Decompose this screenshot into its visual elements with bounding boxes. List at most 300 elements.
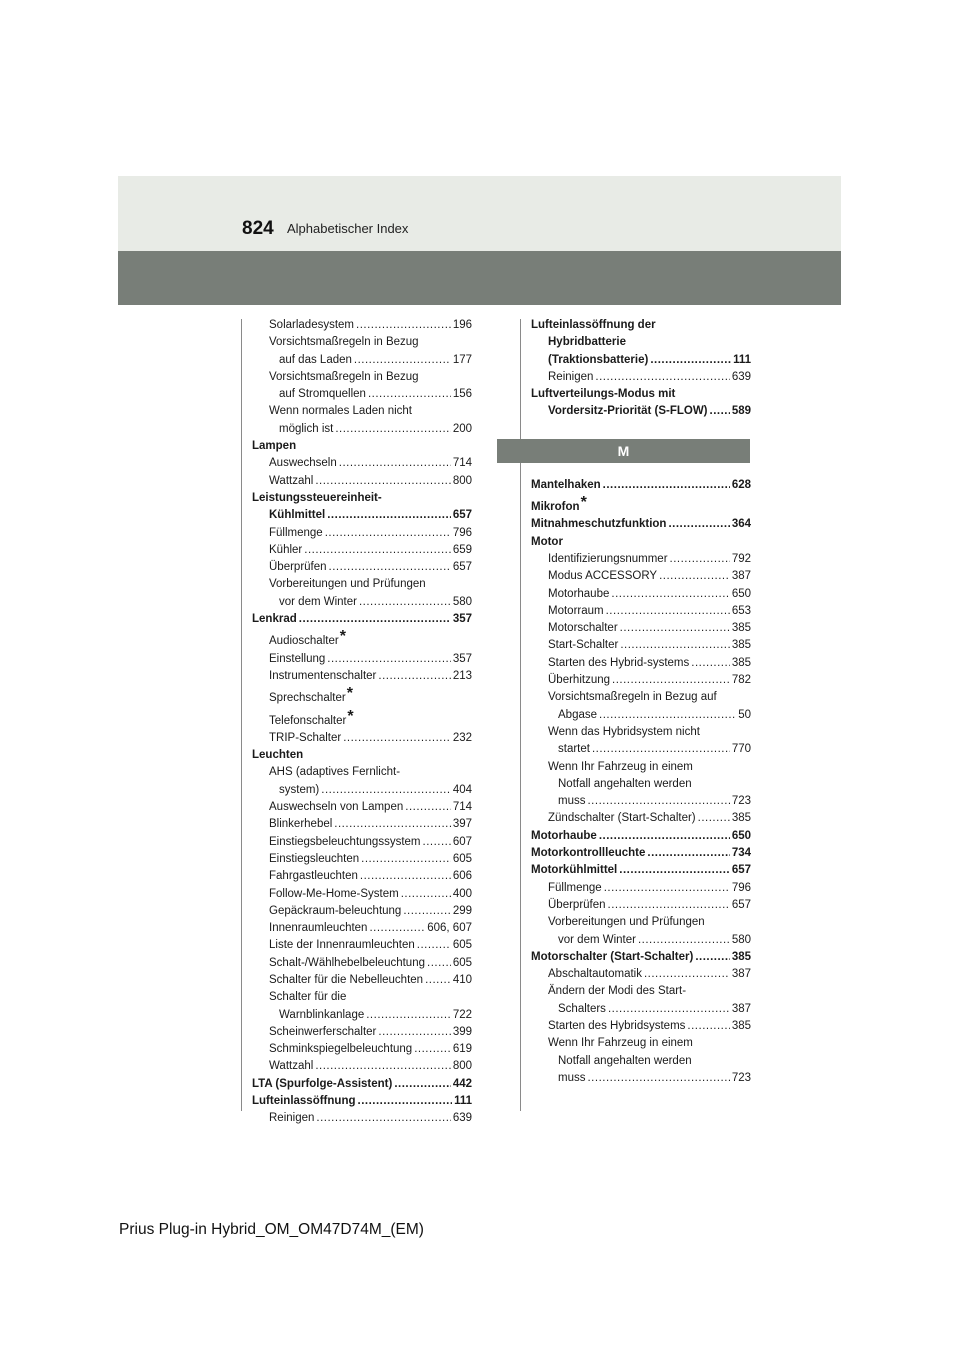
index-entry-term: Warnblinkanlage [279, 1008, 365, 1021]
index-entry [531, 776, 751, 793]
index-entry [252, 490, 472, 507]
index-entry [531, 1053, 751, 1070]
dot-leader [315, 473, 451, 490]
index-entry-term: Schalter für die Nebelleuchten [269, 973, 424, 986]
index-entry-page: 50 [738, 708, 751, 721]
index-entry-term: Überhitzung [548, 674, 611, 687]
index-entry-term: Mitnahmeschutzfunktion [531, 518, 667, 531]
index-entry [252, 1058, 472, 1075]
index-entry [252, 668, 472, 685]
dot-leader [361, 851, 451, 868]
index-entry-term: Ändern der Modi des Start- [548, 985, 687, 998]
index-entry-page: 722 [452, 1008, 472, 1021]
dot-leader [606, 603, 730, 620]
index-entry [252, 730, 472, 747]
column-rule-left [241, 319, 242, 1111]
index-entry-term: TRIP-Schalter [269, 731, 342, 744]
dot-leader [599, 707, 736, 724]
index-entry-page: 605 [452, 852, 472, 865]
index-column-right [531, 317, 751, 1087]
index-entry-page: 605 [452, 939, 472, 952]
index-entry-page: 385 [731, 622, 751, 635]
dot-leader [603, 477, 730, 494]
index-entry-term: Blinkerhebel [269, 818, 333, 831]
index-entry-page: 156 [452, 388, 472, 401]
index-entry-term: Wenn Ihr Fahrzeug in einem [548, 1037, 693, 1050]
index-entry-page: 404 [452, 783, 472, 796]
index-entry-term: Vorsichtsmaßregeln in Bezug [269, 370, 419, 383]
index-entry-page: 714 [452, 801, 472, 814]
dot-leader [378, 668, 450, 685]
dot-leader [360, 868, 451, 885]
index-entry [531, 403, 751, 420]
asterisk-mark: * [580, 494, 587, 512]
index-entry [531, 897, 751, 914]
index-entry-term: Vordersitz-Priorität (S-FLOW) [548, 405, 708, 418]
index-entry-page: 628 [731, 478, 751, 491]
index-entry-term: Lufteinlassöffnung [252, 1095, 356, 1108]
index-entry [531, 880, 751, 897]
index-entry [252, 525, 472, 542]
index-entry-term: Schalters [558, 1002, 606, 1015]
index-entry-term: Auswechseln von Lampen [269, 801, 404, 814]
index-entry-page: 399 [452, 1025, 472, 1038]
index-entry-term: Kühler [269, 543, 303, 556]
index-entry-term: muss [558, 795, 586, 808]
index-entry [252, 576, 472, 593]
index-entry-page: 410 [452, 973, 472, 986]
section-title: Alphabetischer Index [287, 221, 409, 236]
dot-leader [638, 932, 730, 949]
index-entry-term: LTA (Spurfolge-Assistent) [252, 1077, 393, 1090]
index-entry [252, 611, 472, 628]
index-entry-term: Schalt-/Wählhebelbeleuchtung [269, 956, 425, 969]
index-entry-term: Abschaltautomatik [548, 968, 642, 981]
index-entry-term: Motor [531, 535, 563, 548]
index-entry [531, 741, 751, 758]
index-entry [531, 655, 751, 672]
dot-leader [354, 352, 451, 369]
index-entry-term: möglich ist [279, 422, 334, 435]
index-entry-term: Überprüfen [548, 898, 606, 911]
index-entry-page: 213 [452, 669, 472, 682]
dot-leader [619, 862, 730, 879]
dot-leader [670, 551, 730, 568]
index-entry-term: vor dem Winter [558, 933, 636, 946]
index-entry [531, 914, 751, 931]
dot-leader [587, 793, 729, 810]
index-entry [252, 559, 472, 576]
dot-leader [592, 741, 730, 758]
dot-leader [369, 920, 425, 937]
index-entry-term: Schalter für die [269, 991, 347, 1004]
dot-leader [650, 352, 731, 369]
index-entry-page: 723 [731, 1071, 751, 1084]
index-entry [531, 689, 751, 706]
dot-leader [608, 1001, 730, 1018]
index-entry-term: Einstellung [269, 652, 326, 665]
index-entry [252, 334, 472, 351]
index-entry [531, 1035, 751, 1052]
asterisk-mark: * [347, 707, 354, 725]
index-entry [252, 438, 472, 455]
index-entry-page: 385 [731, 639, 751, 652]
index-entry [531, 1001, 751, 1018]
index-entry-term: (Traktionsbatterie) [548, 353, 649, 366]
index-entry-term: vor dem Winter [279, 595, 357, 608]
index-entry [252, 403, 472, 420]
index-entry-term: Füllmenge [269, 526, 323, 539]
index-entry-page: 650 [731, 829, 751, 842]
index-entry-term: startet [558, 743, 590, 756]
index-entry-term: Notfall angehalten werden [558, 1054, 692, 1067]
index-entry [252, 1076, 472, 1093]
index-entry-term: Vorbereitungen und Prüfungen [269, 578, 426, 591]
index-entry-term: Start-Schalter [548, 639, 619, 652]
index-entry-term: Überprüfen [269, 561, 327, 574]
dot-leader [695, 949, 730, 966]
dot-leader [604, 880, 730, 897]
index-entry [252, 507, 472, 524]
index-entry-term: auf das Laden [279, 353, 352, 366]
index-entry [531, 477, 751, 494]
index-group-m [531, 477, 751, 1087]
index-entry [252, 1007, 472, 1024]
index-entry-term: Vorsichtsmaßregeln in Bezug [269, 336, 419, 349]
index-entry [252, 886, 472, 903]
dot-leader [329, 559, 451, 576]
index-entry-page: 796 [731, 881, 751, 894]
dot-leader [698, 810, 730, 827]
index-entry-term: Motorhaube [531, 829, 597, 842]
dot-leader [359, 594, 451, 611]
header-band [118, 176, 841, 251]
index-entry [252, 685, 472, 707]
index-entry-term: Audioschalter [269, 635, 339, 648]
dot-leader [710, 403, 730, 420]
index-entry-page: 299 [452, 904, 472, 917]
dot-leader [644, 966, 730, 983]
index-entry [531, 966, 751, 983]
index-entry-page: 659 [452, 543, 472, 556]
index-entry-term: Abgase [558, 708, 598, 721]
index-entry-page: 387 [731, 570, 751, 583]
index-entry-page: 639 [731, 370, 751, 383]
dot-leader [611, 586, 729, 603]
index-entry-term: Vorsichtsmaßregeln in Bezug auf [548, 691, 717, 704]
index-entry-term: Reinigen [269, 1112, 315, 1125]
index-entry-term: Auswechseln [269, 457, 337, 470]
index-entry-page: 792 [731, 552, 751, 565]
index-entry-term: Notfall angehalten werden [558, 777, 692, 790]
dot-leader [423, 834, 451, 851]
index-entry-term: Starten des Hybridsystems [548, 1019, 686, 1032]
dot-leader [315, 1058, 451, 1075]
index-entry-term: Leuchten [252, 749, 304, 762]
index-entry-term: Zündschalter (Start-Schalter) [548, 812, 696, 825]
index-entry-term: Einstiegsleuchten [269, 852, 360, 865]
dot-leader [403, 903, 450, 920]
index-entry-page: 800 [452, 474, 472, 487]
index-entry-term: Reinigen [548, 370, 594, 383]
index-entry [531, 534, 751, 551]
index-entry-page: 111 [454, 1095, 472, 1108]
index-entry [531, 810, 751, 827]
index-entry-page: 111 [733, 353, 751, 366]
index-entry-term: Lampen [252, 440, 297, 453]
dot-leader [366, 1007, 451, 1024]
index-entry [531, 620, 751, 637]
dot-leader [304, 542, 451, 559]
index-entry-term: Gepäckraum-beleuchtung [269, 904, 402, 917]
index-entry-page: 357 [452, 652, 472, 665]
index-entry [531, 369, 751, 386]
dot-leader [378, 1024, 450, 1041]
index-entry [252, 352, 472, 369]
index-entry-term: Leistungssteuereinheit- [252, 491, 382, 504]
index-entry-term: Sprechschalter [269, 692, 346, 705]
index-entry-term: Motorschalter [548, 622, 618, 635]
index-entry [252, 972, 472, 989]
index-entry [531, 637, 751, 654]
index-entry-page: 657 [731, 864, 751, 877]
index-entry-term: Innenraumleuchten [269, 922, 368, 935]
index-entry-page: 605 [452, 956, 472, 969]
index-entry [252, 799, 472, 816]
dot-leader [394, 1076, 450, 1093]
index-entry [531, 551, 751, 568]
index-entry-page: 782 [731, 674, 751, 687]
index-entry-term: Liste der Innenraumleuchten [269, 939, 415, 952]
dot-leader [659, 568, 730, 585]
index-entry-term: Wattzahl [269, 1060, 314, 1073]
asterisk-mark: * [339, 628, 346, 646]
index-entry-term: Motorkühlmittel [531, 864, 618, 877]
dot-leader [368, 386, 451, 403]
index-entry-term: Identifizierungsnummer [548, 552, 668, 565]
dot-leader [620, 620, 730, 637]
dot-leader [356, 317, 451, 334]
index-entry-term: Wenn normales Laden nicht [269, 405, 412, 418]
index-entry-term: Solarladesystem [269, 319, 355, 331]
dot-leader [405, 799, 451, 816]
dot-leader [321, 782, 451, 799]
index-group-l-continued [531, 317, 751, 421]
index-entry [531, 759, 751, 776]
dot-leader [620, 637, 730, 654]
index-entry-term: Hybridbatterie [548, 336, 626, 349]
dot-leader [401, 886, 451, 903]
index-entry [531, 568, 751, 585]
dot-leader [599, 828, 730, 845]
dot-leader [335, 421, 450, 438]
index-entry-term: Mikrofon [531, 501, 580, 514]
index-entry-page: 442 [452, 1077, 472, 1090]
index-entry [252, 651, 472, 668]
index-entry [252, 594, 472, 611]
index-entry [252, 473, 472, 490]
index-entry-term: Starten des Hybrid-systems [548, 656, 690, 669]
index-entry-page: 606 [452, 870, 472, 883]
index-entry [252, 955, 472, 972]
index-entry [252, 903, 472, 920]
index-entry-page: 619 [452, 1043, 472, 1056]
index-entry-page: 657 [731, 898, 751, 911]
index-entry [531, 586, 751, 603]
index-entry [252, 1110, 472, 1127]
index-entry-page: 580 [452, 595, 472, 608]
index-entry-term: Instrumentenschalter [269, 669, 377, 682]
letter-heading: M [497, 439, 750, 463]
dot-leader [325, 525, 451, 542]
index-entry [252, 747, 472, 764]
index-entry [531, 845, 751, 862]
dot-leader [612, 672, 730, 689]
index-entry [252, 1093, 472, 1110]
dot-leader [339, 455, 451, 472]
index-entry [531, 317, 751, 334]
index-entry [531, 386, 751, 403]
index-entry [252, 764, 472, 781]
index-entry [252, 386, 472, 403]
index-entry [531, 932, 751, 949]
index-entry [252, 834, 472, 851]
index-entry [531, 516, 751, 533]
index-entry-term: Wenn Ihr Fahrzeug in einem [548, 760, 693, 773]
dot-leader [414, 1041, 451, 1058]
dot-leader [327, 651, 451, 668]
index-entry [252, 937, 472, 954]
index-entry-page: 606, 607 [427, 922, 472, 935]
dot-leader [299, 611, 451, 628]
index-entry [252, 1024, 472, 1041]
index-entry [252, 369, 472, 386]
index-entry-term: Vorbereitungen und Prüfungen [548, 916, 705, 929]
index-entry-page: 714 [452, 457, 472, 470]
index-entry [252, 920, 472, 937]
index-entry-term: Füllmenge [548, 881, 602, 894]
dot-leader [417, 937, 451, 954]
index-entry [531, 603, 751, 620]
index-entry [531, 707, 751, 724]
index-entry-page: 800 [452, 1060, 472, 1073]
dot-leader [358, 1093, 453, 1110]
index-entry [252, 708, 472, 730]
dot-leader [595, 369, 729, 386]
footer-doc-id: Prius Plug-in Hybrid_OM_OM47D74M_(EM) [119, 1221, 424, 1238]
header-bar [118, 251, 841, 305]
index-entry [531, 862, 751, 879]
index-entry-page: 400 [452, 887, 472, 900]
index-entry-term: auf Stromquellen [279, 388, 366, 401]
index-entry-term: Modus ACCESSORY [548, 570, 658, 583]
index-entry [252, 816, 472, 833]
index-entry-term: muss [558, 1071, 586, 1084]
index-entry-term: Motorschalter (Start-Schalter) [531, 950, 694, 963]
index-entry [252, 1041, 472, 1058]
index-entry-page: 357 [452, 613, 472, 626]
index-entry-page: 364 [731, 518, 751, 531]
index-entry-term: Luftverteilungs-Modus mit [531, 388, 676, 401]
index-entry-term: Motorhaube [548, 587, 610, 600]
index-entry-page: 589 [731, 405, 751, 418]
index-entry-term: Follow-Me-Home-System [269, 887, 399, 900]
index-entry [531, 334, 751, 351]
index-entry [531, 494, 751, 516]
index-entry-page: 653 [731, 604, 751, 617]
dot-leader [691, 655, 730, 672]
index-entry-page: 639 [452, 1112, 472, 1125]
index-entry [531, 352, 751, 369]
index-entry-page: 385 [731, 1019, 751, 1032]
dot-leader [427, 955, 451, 972]
dot-leader [316, 1110, 450, 1127]
index-entry-term: Mantelhaken [531, 478, 601, 491]
index-entry-term: Telefonschalter [269, 714, 347, 727]
dot-leader [425, 972, 451, 989]
index-entry-page: 387 [731, 1002, 751, 1015]
index-entry-page: 196 [452, 319, 472, 331]
index-entry [531, 1070, 751, 1087]
index-entry-page: 385 [731, 812, 751, 825]
index-entry [252, 455, 472, 472]
index-entry [252, 317, 472, 334]
index-entry [252, 868, 472, 885]
index-entry-term: Scheinwerferschalter [269, 1025, 377, 1038]
index-entry-term: system) [279, 783, 320, 796]
index-entry [531, 828, 751, 845]
dot-leader [687, 1018, 729, 1035]
index-column-left [252, 317, 472, 1128]
page-number: 824 [242, 218, 274, 239]
index-entry-page: 770 [731, 743, 751, 756]
index-entry [531, 724, 751, 741]
index-entry [531, 1018, 751, 1035]
index-entry-page: 657 [452, 509, 472, 522]
index-entry-term: Motorkontrollleuchte [531, 847, 646, 860]
dot-leader [608, 897, 730, 914]
index-entry [252, 421, 472, 438]
dot-leader [668, 516, 729, 533]
index-entry-page: 723 [731, 795, 751, 808]
dot-leader [334, 816, 451, 833]
asterisk-mark: * [346, 685, 353, 703]
index-entry-term: Lufteinlassöffnung der [531, 319, 656, 331]
index-entry-page: 177 [452, 353, 472, 366]
index-entry-page: 397 [452, 818, 472, 831]
index-entry-term: Fahrgastleuchten [269, 870, 358, 883]
index-entry-page: 734 [731, 847, 751, 860]
index-entry-page: 385 [731, 656, 751, 669]
index-entry-page: 232 [452, 731, 472, 744]
index-entry [531, 949, 751, 966]
index-entry [252, 542, 472, 559]
index-entry [531, 793, 751, 810]
index-entry-page: 580 [731, 933, 751, 946]
index-entry-term: Wenn das Hybridsystem nicht [548, 725, 700, 738]
index-entry-term: Schminkspiegelbeleuchtung [269, 1043, 413, 1056]
index-entry-term: Lenkrad [252, 613, 297, 626]
dot-leader [587, 1070, 729, 1087]
index-entry-page: 796 [452, 526, 472, 539]
index-entry-term: Einstiegsbeleuchtungssystem [269, 835, 421, 848]
index-entry [531, 983, 751, 1000]
index-entry [252, 782, 472, 799]
index-entry [252, 851, 472, 868]
dot-leader [647, 845, 729, 862]
index-entry [531, 672, 751, 689]
index-entry-term: Kühlmittel [269, 509, 326, 522]
